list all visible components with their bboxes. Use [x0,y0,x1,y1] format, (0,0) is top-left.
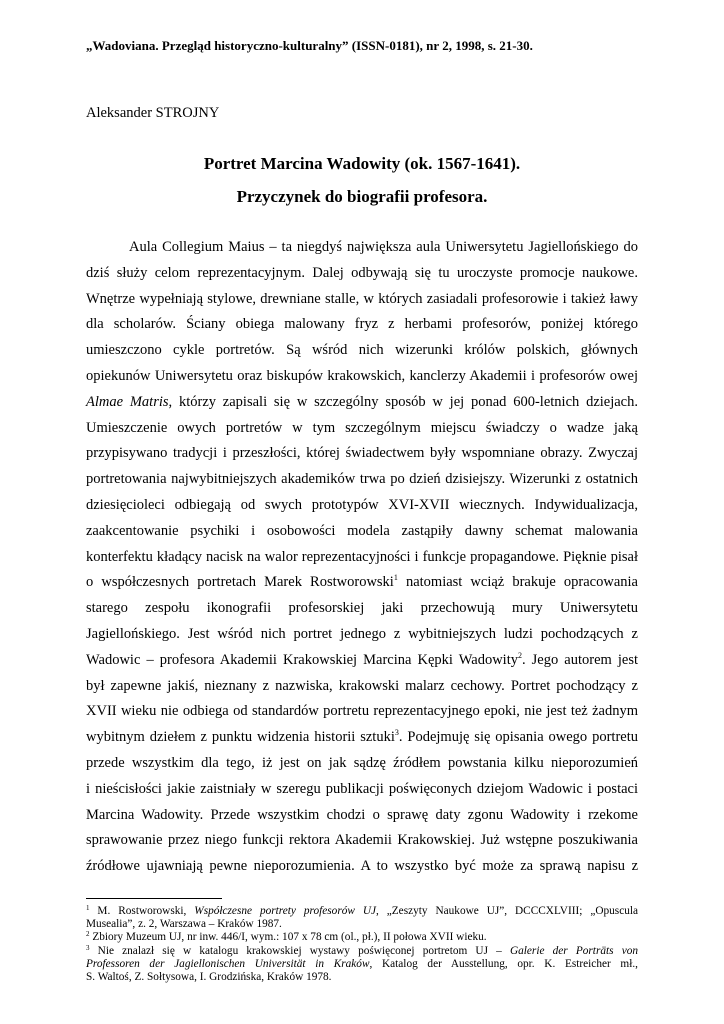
footnote-text: M. Rostworowski, [89,905,195,917]
body-line: konterfektu kładący nacisk na walor reprezentacyjności i funkcje propagandowe. Pięknie pisał [86,548,638,565]
footnote-ref-2[interactable]: 2 [517,650,522,660]
footnote-line [86,958,638,971]
body-text: . Jego autorem jest [521,651,638,668]
body-line [86,573,638,599]
article-title-line-1: Portret Marcina Wadowity (ok. 1567-1641). [203,154,521,173]
body-line: dla scholarów. Ściany obiega malowany fryz z herbami profesorów, poniżej którego [86,316,638,333]
body-text: Wadowic – profesora Akademii Krakowskiej Marcina Kępki Wadowity [86,651,518,668]
footnote-line [86,945,638,958]
body-line: Umieszczenie owych portretów w tym szczególnym miejscu świadczy o wadze jaką [86,419,638,436]
body-line: dziesięcioleci odbiegają od swych prototypów XVI-XVII wiecznych. Indywidualizacja, [86,496,638,513]
body-line: opiekunów Uniwersytetu oraz biskupów krakowskich, kanclerzy Akademii i profesorów owej [86,367,638,384]
body-line: źródłowe ujawniają pewne nieporozumienia. A to wszystko być może za sprawą napisu z [86,858,638,875]
footnote-1 [86,905,638,931]
author-name: Aleksander STROJNY [86,105,220,121]
footnote-line [86,905,638,918]
body-line: XVII wieku nie odbiega od standardów portretu reprezentacyjnego epoki, nie jest też żadnym [86,703,638,720]
footnote-text: , Katalog der Ausstellung, opr. K. Estreicher mł., [369,957,638,970]
footnote-number: 3 [86,943,90,952]
footnote-2 [86,931,638,944]
body-text: o współczesnych portretach Marek Rostworowski [86,574,394,591]
footnote-ref-1[interactable]: 1 [393,573,398,583]
article-body [86,238,638,883]
body-line: zaakcentowanie psychiki i osobowości modela zastąpiły dawny schemat malowania [86,522,638,539]
journal-citation-header: „Wadoviana. Przegląd historyczno-kulturalny” (ISSN-0181), nr 2, 1998, s. 21-30. [86,38,533,53]
body-text: natomiast wciąż brakuje opracowania [397,574,638,591]
footnote-separator [86,898,222,899]
footnote-italic: Professoren der Jagiellonischen Universität in Kraków [86,957,370,970]
body-text: , którzy zapisali się w szczególny sposób w jej ponad 600-letnich dziejach. [168,393,638,410]
footnote-line: Musealia”, z. 2, Warszawa – Kraków 1987. [86,918,282,931]
body-line: Aula Collegium Maius – ta niegdyś największa aula Uniwersytetu Jagiellońskiego do [129,239,638,255]
body-line [86,728,638,754]
article-title-line-2: Przyczynek do biografii profesora. [236,187,488,206]
footnote-line: S. Waltoś, Z. Sołtysowa, I. Grodzińska, Kraków 1978. [86,971,332,984]
body-line: przede wszystkim dla tego, iż jest on jak sądzę źródłem powstania kilku nieporozumień [86,754,638,771]
body-line: i nieścisłości jakie zaistniały w szeregu publikacji poświęconych dziejom Wadowic i postaci [86,780,638,797]
footnote-number: 2 [86,930,90,939]
footnote-ref-3[interactable]: 3 [394,728,399,738]
body-line [86,651,638,677]
body-line: portretowania najwybitniejszych akademików trwa po dzień dzisiejszy. Wizerunki z ostatnich [86,471,638,488]
footnote-italic: Galerie der Porträts von [509,944,639,957]
body-line: przypisywano tradycji i przeszłości, której świadectwem były wspomniane obrazy. Zwyczaj [86,445,638,462]
body-text: . Podejmuję się opisania owego portretu [398,729,638,746]
body-line: był zapewne jakiś, nieznany z nazwiska, krakowski malarz cechowy. Portret pochodzący z [86,677,638,694]
body-line: sprawowanie przez niego funkcji rektora Akademii Krakowskiej. Już wstępne poszukiwania [86,832,638,849]
footnote-text: Zbiory Muzeum UJ, nr inw. 446/I, wym.: 107 x 78 cm (ol., pł.), II połowa XVII wieku. [89,931,487,944]
footnote-italic: Współczesne portrety profesorów UJ [194,905,377,917]
footnote-line [86,931,638,944]
body-line: umieszczono cykle portretów. Są wśród nich wizerunki królów polskich, głównych [86,342,638,359]
body-line: Marcina Wadowity. Przede wszystkim chodzi o sprawę daty zgonu Wadowity i rzekome [86,806,638,823]
body-text: wybitnym dziełem z punktu widzenia historii sztuki [86,729,395,746]
footnote-3 [86,945,638,985]
footnote-text: Nie znalazł się w katalogu krakowskiej wystawy poświęconej portretom UJ – [89,944,510,957]
body-line: starego zespołu ikonografii profesorskiej jaki przechowują mury Uniwersytetu [86,600,638,617]
footnote-number: 1 [86,904,90,912]
italic-phrase: Almae Matris [86,393,169,410]
body-line [86,393,638,419]
body-line: Wnętrze wypełniają stylowe, drewniane stalle, w których zasiadali profesorowie i takież ławy [86,290,638,307]
body-line: Jagiellońskiego. Jest wśród nich portret jednego z wybitniejszych ludzi pochodzących z [86,625,638,642]
footnotes [86,905,638,984]
body-line: dziś służy celom reprezentacyjnym. Dalej odbywają się tu uroczyste promocje naukowe. [86,264,638,281]
footnote-text: , „Zeszyty Naukowe UJ”, DCCCXLVIII; „Opuscula [376,905,639,917]
